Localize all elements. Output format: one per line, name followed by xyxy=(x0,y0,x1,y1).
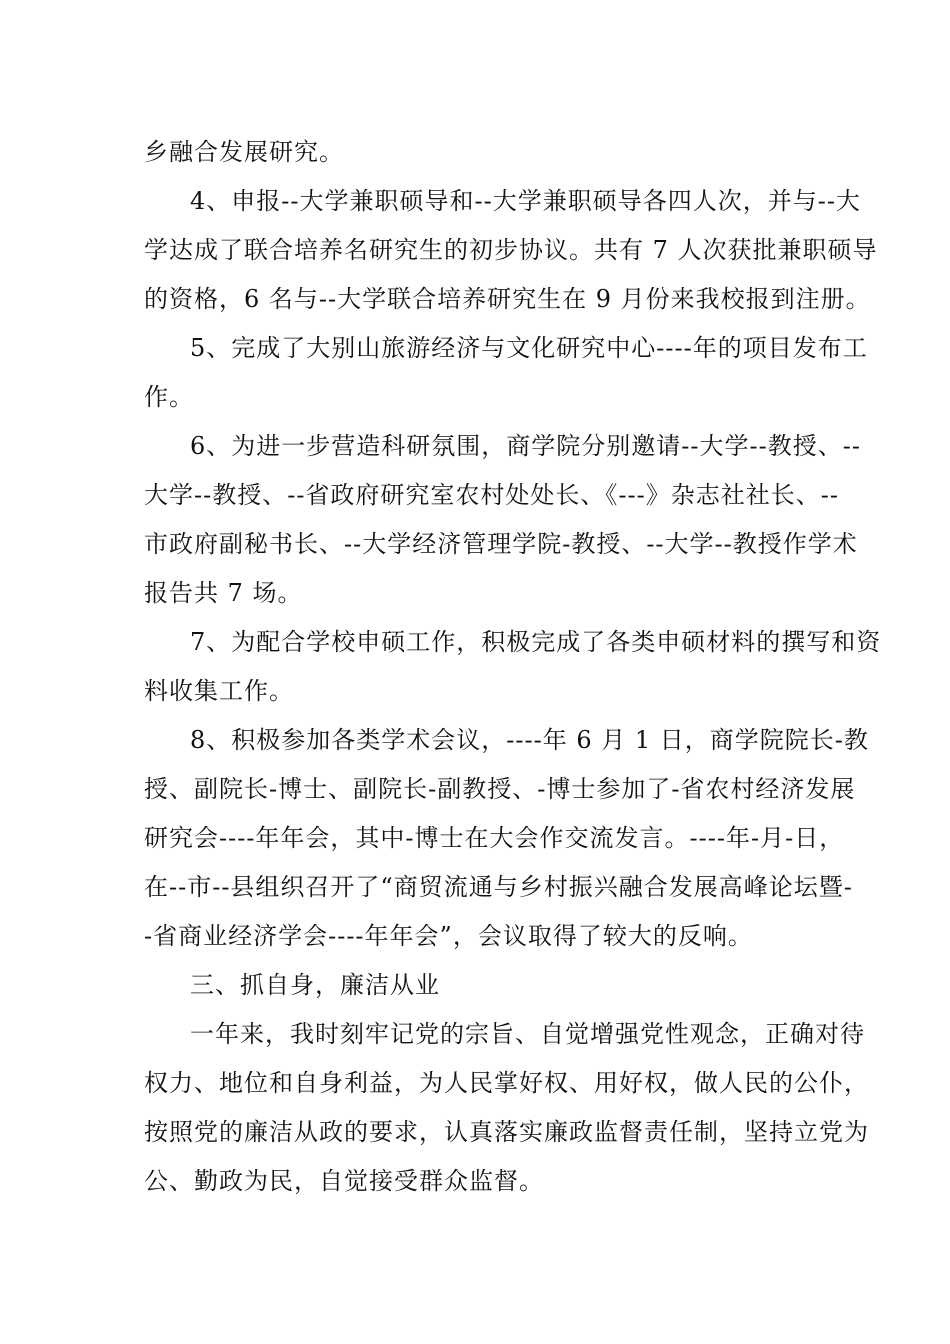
text-line: 作。 xyxy=(144,383,194,411)
text-line: 报告共 7 场。 xyxy=(144,579,303,607)
text-line: 料收集工作。 xyxy=(144,677,294,705)
text-line: 学达成了联合培养名研究生的初步协议。共有 7 人次获批兼职硕导 xyxy=(144,236,878,264)
text-line: 4、申报--大学兼职硕导和--大学兼职硕导各四人次，并与--大 xyxy=(190,187,861,215)
text-line: 5、完成了大别山旅游经济与文化研究中心----年的项目发布工 xyxy=(190,334,868,362)
text-line: 乡融合发展研究。 xyxy=(144,138,344,166)
text-line: 权力、地位和自身利益，为人民掌好权、用好权，做人民的公仆， xyxy=(144,1069,869,1097)
text-line: 大学--教授、--省政府研究室农村处处长、《---》杂志社社长、-- xyxy=(144,481,839,509)
text-line: 公、勤政为民，自觉接受群众监督。 xyxy=(144,1167,544,1195)
text-line: 一年来，我时刻牢记党的宗旨、自觉增强党性观念，正确对待 xyxy=(190,1020,865,1048)
text-line: 7、为配合学校申硕工作，积极完成了各类申硕材料的撰写和资 xyxy=(190,628,882,656)
text-line: 6、为进一步营造科研氛围，商学院分别邀请--大学--教授、-- xyxy=(190,432,861,460)
text-line: 在--市--县组织召开了“商贸流通与乡村振兴融合发展高峰论坛暨- xyxy=(144,873,853,901)
text-line: 研究会----年年会，其中-博士在大会作交流发言。----年-月-日， xyxy=(144,824,845,852)
text-line: 8、积极参加各类学术会议，----年 6 月 1 日，商学院院长-教 xyxy=(190,726,869,754)
text-line: 授、副院长-博士、副院长-副教授、-博士参加了-省农村经济发展 xyxy=(144,775,856,803)
text-line: 按照党的廉洁从政的要求，认真落实廉政监督责任制，坚持立党为 xyxy=(144,1118,869,1146)
text-line: 市政府副秘书长、--大学经济管理学院-教授、--大学--教授作学术 xyxy=(144,530,858,558)
text-line: -省商业经济学会----年年会”，会议取得了较大的反响。 xyxy=(144,922,753,950)
text-line: 的资格，6 名与--大学联合培养研究生在 9 月份来我校报到注册。 xyxy=(144,285,871,313)
section-heading: 三、抓自身，廉洁从业 xyxy=(190,971,440,999)
